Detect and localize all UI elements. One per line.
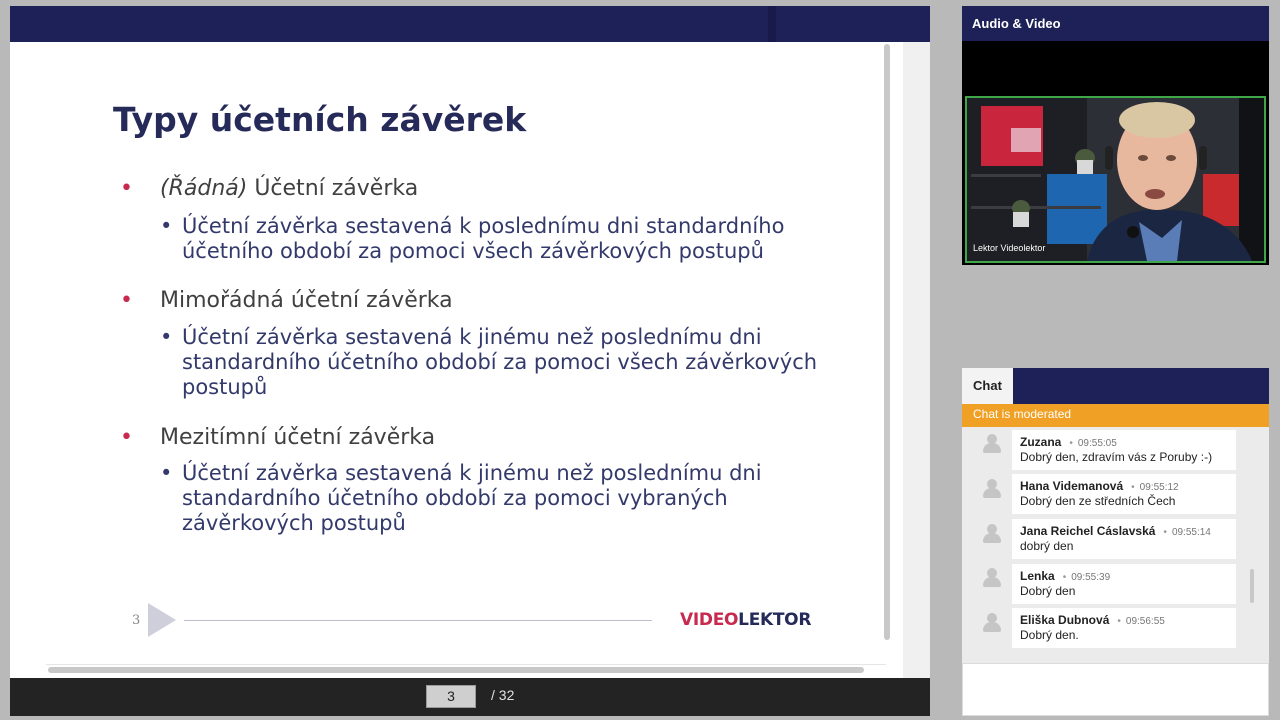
bullet-dot: • [120,176,133,201]
bullet-2-detail [160,325,820,400]
user-avatar-icon [982,612,1002,632]
audio-video-panel [962,41,1269,265]
bullet-3-detail [160,461,820,536]
message-text: Dobrý den, zdravím vás z Poruby :-) [1020,450,1213,464]
vertical-scrollbar[interactable] [884,44,890,640]
slide-margin [903,42,930,678]
bullet-3 [120,425,436,450]
presentation-toolbar [10,678,930,716]
message-author: Lenka [1020,569,1055,583]
bullet-dot: • [120,288,133,313]
message-text: Dobrý den [1020,584,1076,598]
webcam-video[interactable] [965,96,1266,263]
message-text: Dobrý den ze středních Čech [1020,494,1176,508]
sub-bullet-dot: • [160,461,173,485]
chat-message [1012,474,1236,514]
bullet-1-line-2: účetního období za pomoci všech závěrkových postupů [182,239,764,263]
user-avatar-icon [982,567,1002,587]
page-number-input[interactable]: 3 [426,685,476,708]
slide-edge [46,664,886,665]
sub-bullet-dot: • [160,214,173,238]
chat-message [1012,564,1236,604]
bullet-1-label: Účetní závěrka [254,176,419,201]
slide-title: Typy účetních závěrek [113,100,527,139]
bullet-1-prefix: (Řádná) [160,176,248,201]
sub-bullet-dot: • [160,325,173,349]
presentation-header [10,6,930,42]
page-total: / 32 [491,687,515,703]
message-time: • 09:56:55 [1117,616,1164,627]
slide-viewport [10,42,930,678]
bullet-3-line-1: Účetní závěrka sestavená k jinému než poslednímu dni [182,461,762,485]
slide-number: 3 [132,613,141,628]
message-text: dobrý den [1020,539,1074,553]
header-divider [768,6,776,42]
user-avatar-icon [982,523,1002,543]
message-author: Zuzana [1020,435,1062,449]
bullet-3-line-3: závěrkových postupů [182,511,406,535]
play-arrow-icon [148,603,176,637]
chat-message [1012,519,1236,559]
message-time: • 09:55:12 [1131,482,1178,493]
bullet-2-line-2: standardního účetního období za pomoci všech závěrkových [182,350,818,374]
user-avatar-icon [982,433,1002,453]
audio-video-title: Audio & Video [962,6,1269,41]
chat-message [1012,430,1236,470]
bullet-1-detail [160,214,820,264]
bullet-dot: • [120,425,133,450]
message-author: Eliška Dubnová [1020,613,1110,627]
videolektor-logo: VIDEOLEKTOR [680,610,812,630]
message-author: Jana Reichel Cáslavská [1020,524,1156,538]
chat-message-list[interactable] [962,427,1269,663]
chat-message [1012,608,1236,648]
participant-name: Lektor Videolektor [973,243,1046,253]
chat-input[interactable] [962,663,1269,716]
horizontal-scrollbar[interactable] [48,667,864,673]
bullet-2 [120,288,453,313]
tab-chat[interactable]: Chat [962,368,1013,404]
bullet-1-line-1: Účetní závěrka sestavená k poslednímu dni standardního [182,214,785,238]
webcam-scene [967,98,1264,261]
message-author: Hana Videmanová [1020,479,1124,493]
user-avatar-icon [982,478,1002,498]
bullet-3-label: Mezitímní účetní závěrka [160,425,436,450]
chat-scrollbar[interactable] [1250,569,1254,603]
chat-moderated-banner: Chat is moderated [962,404,1269,427]
bullet-2-line-1: Účetní závěrka sestavená k jinému než poslednímu dni [182,325,762,349]
bullet-2-line-3: postupů [182,375,268,399]
chat-tabbar [962,368,1269,404]
slide-footer-divider [184,620,652,621]
message-time: • 09:55:05 [1069,438,1116,449]
bullet-1 [120,176,419,201]
bullet-3-line-2: standardního účetního období za pomoci vybraných [182,486,728,510]
message-text: Dobrý den. [1020,628,1079,642]
bullet-2-label: Mimořádná účetní závěrka [160,288,453,313]
message-time: • 09:55:39 [1063,572,1110,583]
message-time: • 09:55:14 [1163,527,1210,538]
